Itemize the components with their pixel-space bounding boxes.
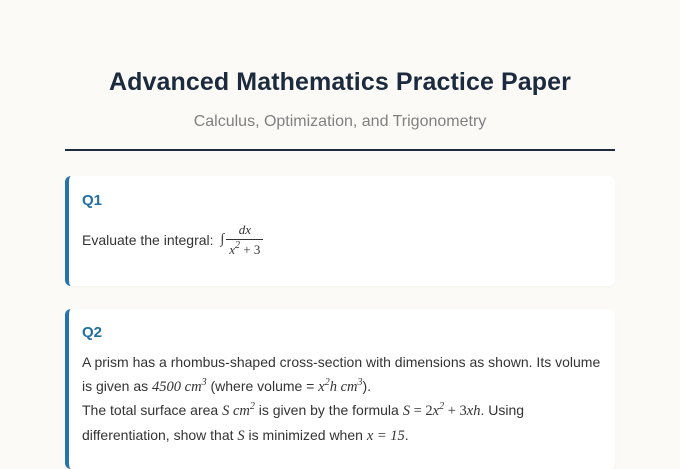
- surface-area-symbol: [222, 403, 255, 419]
- math-variable: x: [432, 403, 440, 419]
- text-segment: .: [404, 426, 409, 443]
- question-label: Q2: [82, 324, 103, 341]
- denominator-variable: x: [229, 242, 236, 257]
- math-variable: xh: [466, 403, 481, 419]
- question-text: [82, 222, 607, 257]
- math-operator: = 2: [409, 403, 433, 419]
- paper-header: [65, 0, 615, 151]
- question-text: [82, 351, 607, 448]
- math-variable: x: [318, 378, 325, 395]
- text-segment: (where volume =: [206, 377, 319, 394]
- math-variable: S: [402, 403, 410, 419]
- text-segment: ).: [362, 377, 372, 394]
- math-term: h cm: [329, 378, 358, 395]
- text-segment: A prism has a rhombus-shaped cross-section with dimensions as shown. Its volume is given as: [82, 354, 601, 394]
- text-segment: is given by the formula: [254, 402, 403, 418]
- minimum-condition: x = 15: [366, 427, 405, 444]
- page-title: Advanced Mathematics Practice Paper: [108, 68, 572, 96]
- math-number: 4500: [152, 378, 185, 395]
- fraction-numerator: dx: [238, 222, 251, 237]
- math-exponent: 3: [357, 376, 363, 388]
- denominator-rest: + 3: [240, 242, 261, 257]
- text-segment: . Using differentiation, show that: [82, 402, 525, 443]
- question-label: Q1: [82, 192, 103, 209]
- math-term: S cm: [222, 403, 250, 419]
- fraction-denominator: [226, 239, 263, 257]
- volume-value: [152, 376, 207, 395]
- math-exponent: 2: [324, 376, 330, 388]
- integral-expression: [217, 222, 263, 257]
- volume-formula: [318, 376, 363, 395]
- page-subtitle: Calculus, Optimization, and Trigonometry: [193, 113, 487, 130]
- question-prompt: Evaluate the integral:: [82, 232, 214, 249]
- fraction: [226, 222, 263, 257]
- surface-area-formula: [403, 403, 481, 419]
- math-unit: cm: [184, 378, 202, 395]
- denominator-exponent: 2: [235, 240, 241, 251]
- question-card-q2: [65, 309, 615, 469]
- question-card-q1: [65, 176, 615, 286]
- math-exponent: 2: [249, 401, 255, 412]
- math-variable: S: [237, 427, 245, 444]
- math-exponent: 3: [201, 376, 207, 388]
- text-segment: is minimized when: [244, 426, 367, 443]
- math-exponent: 2: [439, 401, 445, 412]
- integral-sign: ∫: [220, 231, 225, 247]
- text-segment: The total surface area: [82, 402, 223, 418]
- math-operator: + 3: [444, 403, 467, 419]
